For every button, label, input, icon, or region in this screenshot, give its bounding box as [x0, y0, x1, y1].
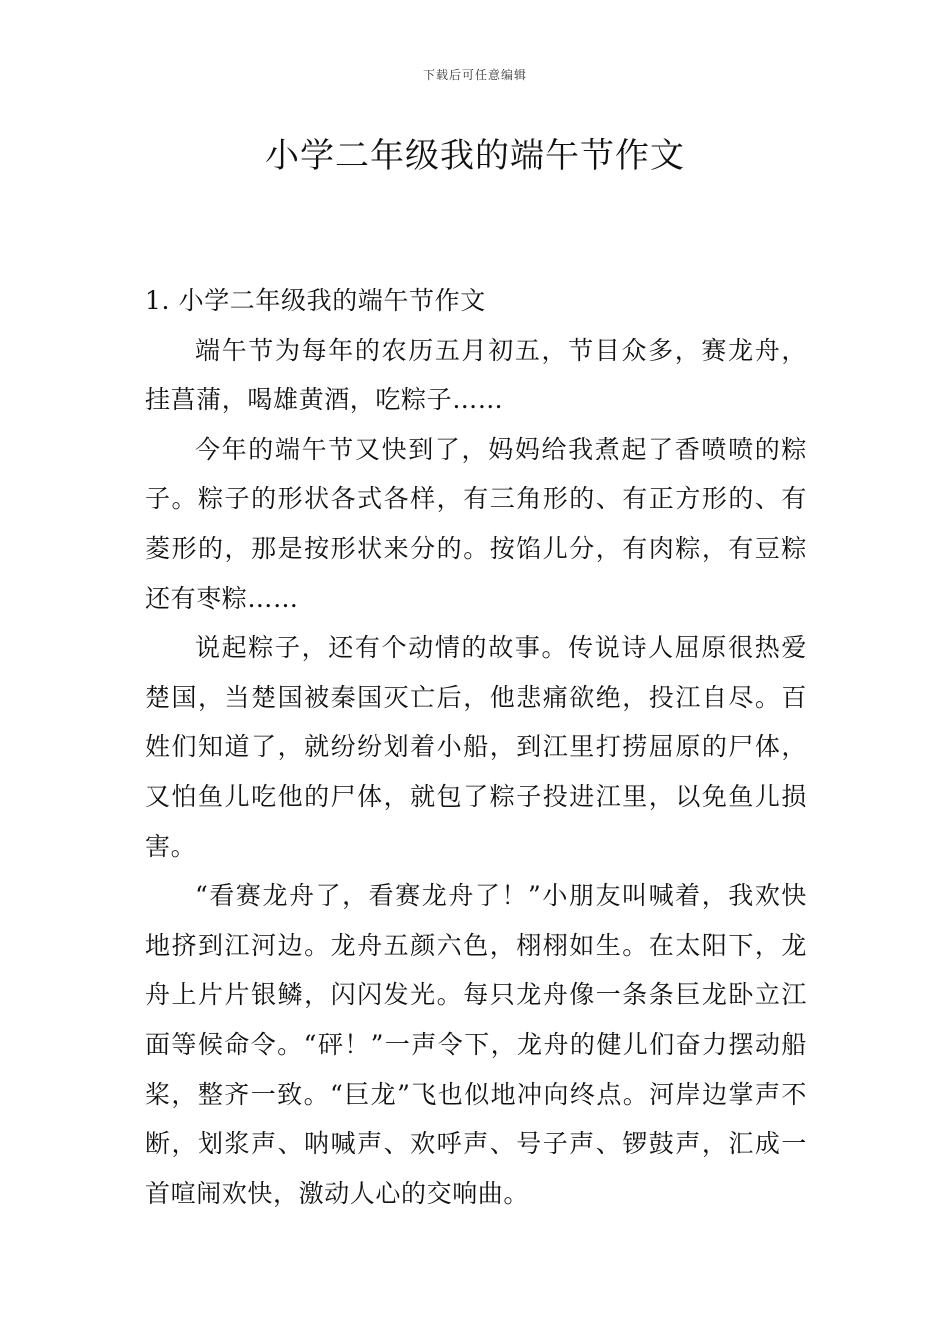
paragraph-4: “看赛龙舟了，看赛龙舟了！”小朋友叫喊着，我欢快地挤到江河边。龙舟五颜六色，栩栩如生。在太阳下，龙舟上片片银鳞，闪闪发光。每只龙舟像一条条巨龙卧立江面等候命令。“砰！”一声令下，龙舟的健儿们奋力摆动船桨，整齐一致。“巨龙”飞也似地冲向终点。河岸边掌声不断，划浆声、呐喊声、欢呼声、号子声、锣鼓声，汇成一首喧闹欢快，激动人心的交响曲。: [145, 881, 807, 1208]
document-title: 小学二年级我的端午节作文: [265, 136, 685, 176]
paragraph-1: 端午节为每年的农历五月初五，节目众多，赛龙舟，挂菖蒲，喝雄黄酒，吃粽子……: [145, 335, 807, 415]
document-body: [145, 276, 807, 1218]
paragraph-3: 说起粽子，还有个动情的故事。传说诗人屈原很热爱楚国，当楚国被秦国灭亡后，他悲痛欲绝，投江自尽。百姓们知道了，就纷纷划着小船，到江里打捞屈原的尸体，又怕鱼儿吃他的尸体，就包了粽子投进江里，以免鱼儿损害。: [145, 633, 807, 861]
header-note: 下载后可任意编辑: [422, 68, 527, 82]
section-heading: 1. 小学二年级我的端午节作文: [145, 286, 486, 315]
paragraph-2: 今年的端午节又快到了，妈妈给我煮起了香喷喷的粽子。粽子的形状各式各样，有三角形的、有正方形的、有菱形的，那是按形状来分的。按馅儿分，有肉粽，有豆粽还有枣粽……: [145, 434, 807, 613]
